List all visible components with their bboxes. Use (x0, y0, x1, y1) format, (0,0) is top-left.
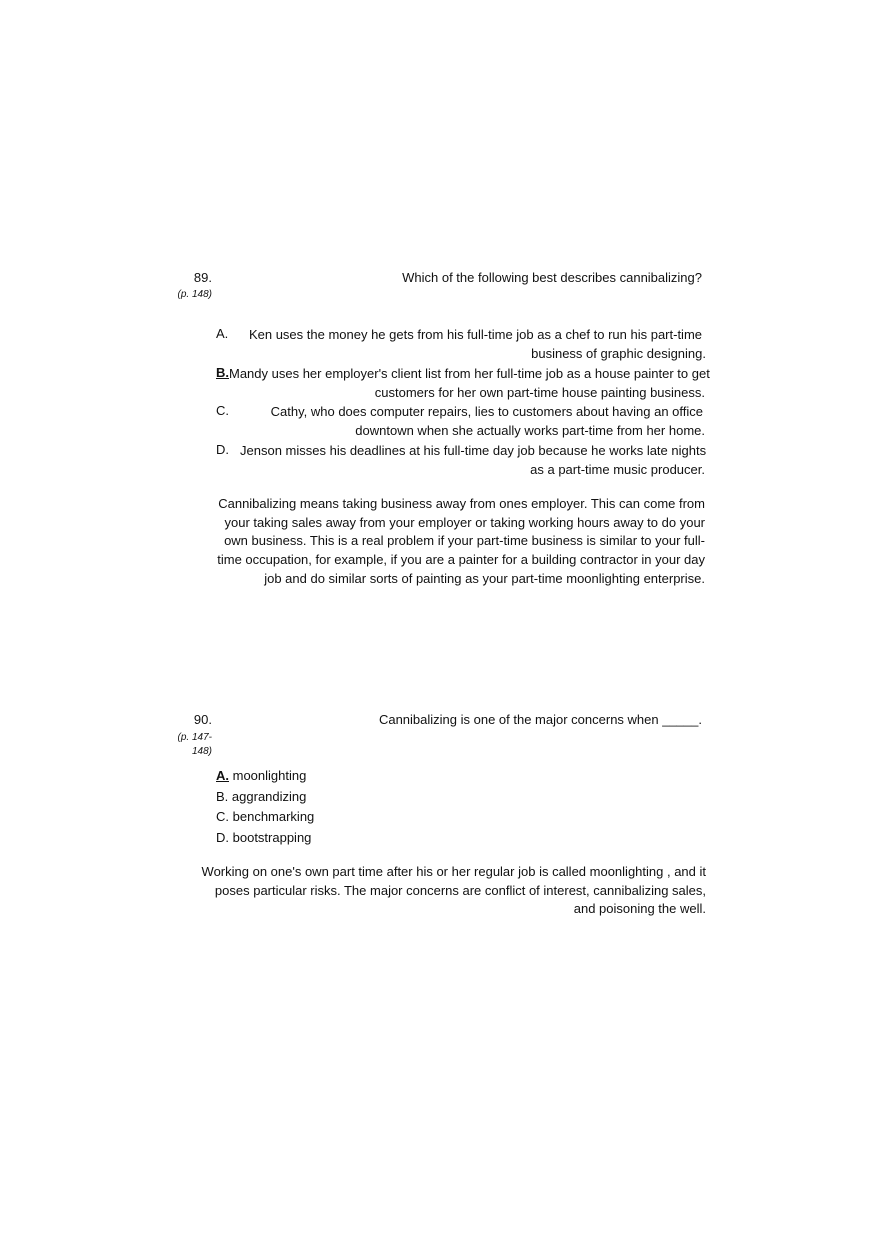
options-list (216, 766, 314, 848)
option-letter: C. (216, 403, 229, 418)
explanation (200, 495, 705, 589)
explanation (190, 863, 706, 919)
option-letter: B. (216, 788, 229, 804)
option-text: moonlighting (232, 768, 307, 783)
option-letter: C. (216, 809, 229, 824)
option-letter: D. (216, 829, 229, 845)
explanation-line: poses particular risks. The major concerns are conflict of interest, cannibalizing sales, (214, 882, 706, 898)
question-text: Cannibalizing is one of the major concerns when _____. (378, 712, 702, 727)
option-letter-correct: B. (216, 365, 229, 380)
option-d (216, 828, 314, 849)
question-number: 90. (193, 712, 212, 727)
option-text: aggrandizing (231, 788, 307, 804)
question-text: Which of the following best describes cannibalizing? (402, 270, 702, 285)
option-b (216, 787, 314, 808)
option-letter: A. (216, 326, 229, 341)
option-text-line: business of graphic designing. (531, 346, 706, 361)
option-text-line: Mandy uses her employer's client list from her full-time job as a house painter to get (229, 366, 710, 381)
explanation-line: Cannibalizing means taking business away from ones employer. This can come from (218, 496, 705, 511)
explanation-line: and poisoning the well. (573, 901, 706, 917)
option-letter-correct: A. (216, 768, 229, 783)
option-text-line: downtown when she actually works part-time from her home. (355, 423, 705, 438)
explanation-line: job and do similar sorts of painting as your part-time moonlighting enterprise. (264, 570, 705, 586)
option-text-line: Cathy, who does computer repairs, lies to customers about having an office (270, 404, 703, 419)
page-reference (160, 731, 212, 759)
explanation-line: Working on one's own part time after his or her regular job is called moonlighting , and it (201, 864, 706, 879)
option-text-line: as a part-time music producer. (530, 462, 705, 477)
option-text: bootstrapping (232, 829, 312, 845)
option-a (216, 766, 314, 787)
page-reference-line: 148) (191, 746, 212, 757)
page-reference: (p. 148) (177, 289, 212, 300)
question-number: 89. (193, 270, 212, 285)
option-text-line: customers for her own part-time house painting business. (374, 385, 705, 400)
option-text: benchmarking (232, 809, 315, 824)
option-letter: D. (216, 442, 229, 457)
option-c (216, 807, 314, 828)
explanation-line: your taking sales away from your employer or taking working hours away to do your (224, 514, 705, 530)
explanation-line: time occupation, for example, if you are a painter for a building contractor in your day (217, 552, 705, 568)
option-text-line: Jenson misses his deadlines at his full-time day job because he works late nights (240, 443, 707, 458)
page-reference-line: (p. 147- (177, 732, 212, 743)
option-text-line: Ken uses the money he gets from his full-time job as a chef to run his part-time (248, 327, 702, 342)
explanation-line: own business. This is a real problem if your part-time business is similar to your full- (224, 533, 705, 549)
